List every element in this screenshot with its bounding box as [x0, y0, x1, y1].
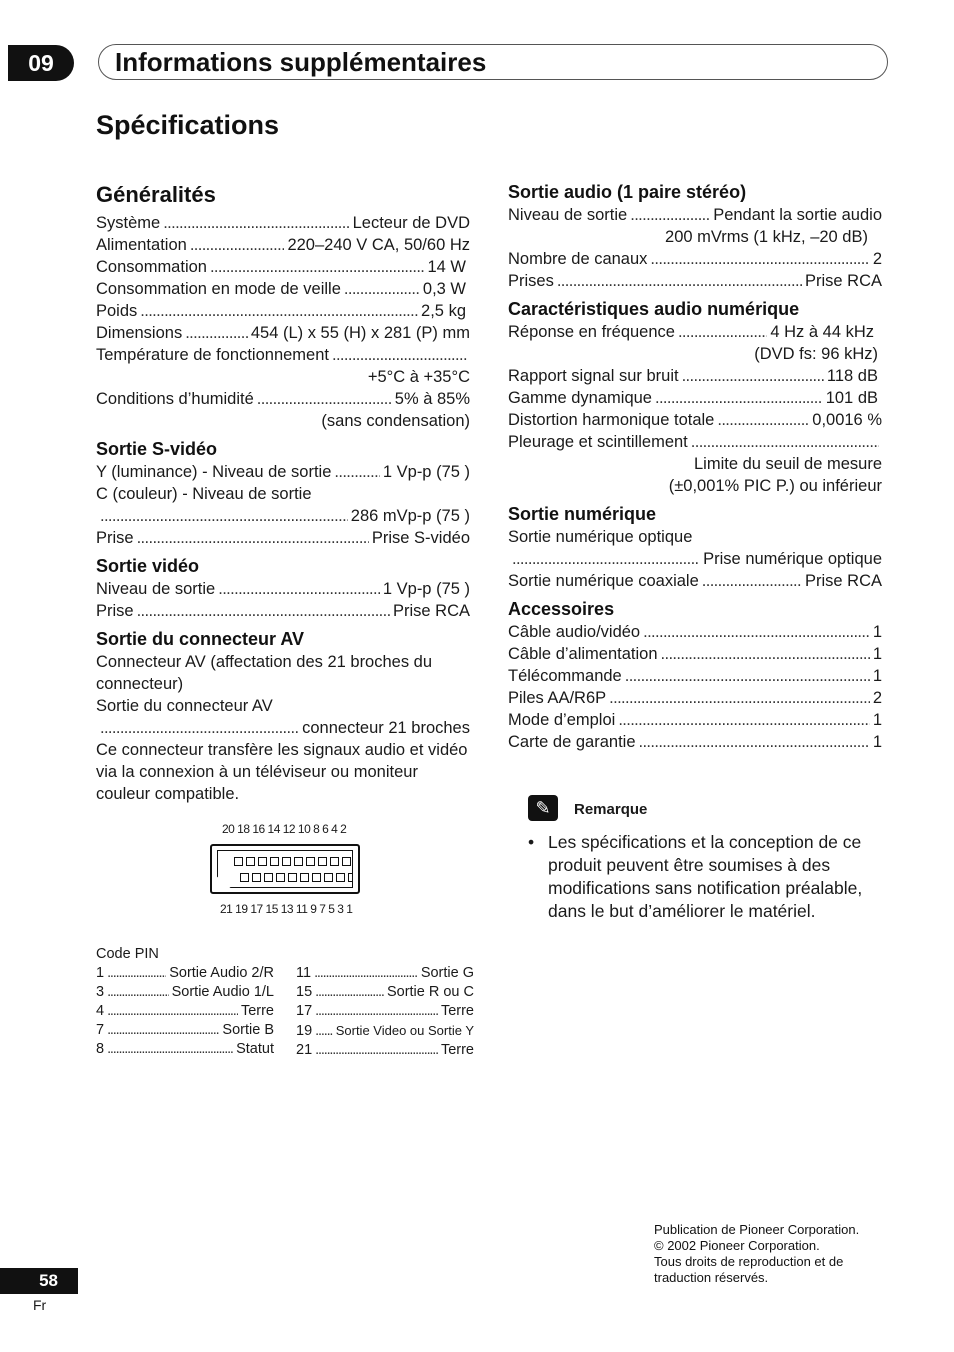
- chapter-title: Informations supplémentaires: [115, 47, 487, 77]
- pin-row: 3 . . . Sortie Audio 1/L: [96, 983, 274, 1002]
- publisher-footer: [654, 1222, 859, 1286]
- pin-row: 21 . . . Terre: [296, 1041, 474, 1060]
- right-column: [508, 182, 882, 753]
- note-body: Les spécifications et la conception de ce produit peuvent être soumises à des modifications sans notification préalable, dans le but d’améliorer le matériel.: [548, 832, 863, 921]
- spec-row: Télécommande . . . 1: [508, 665, 882, 687]
- spec-row: Sortie numérique coaxiale . . . Prise RCA: [508, 570, 882, 592]
- pin-row: 19 . . . Sortie Video ou Sortie Y: [296, 1021, 474, 1041]
- spec-row: Rapport signal sur bruit . . . 118 dB: [508, 365, 882, 387]
- pin-row: 4 . . . Terre: [96, 1002, 274, 1021]
- spec-row: . . . connecteur 21 broches: [96, 717, 470, 739]
- chapter-header: [98, 44, 888, 80]
- left-column: [96, 182, 470, 805]
- pin-code-label: Code PIN: [96, 946, 159, 962]
- spec-row: Piles AA/R6P . . . 2: [508, 687, 882, 709]
- scart-pin-numbers-bottom: 21 19 17 15 13 11 9 7 5 3 1: [220, 902, 353, 916]
- freq-detail: (DVD fs: 96 kHz): [754, 345, 878, 363]
- audio-heading: Sortie audio (1 paire stéréo): [508, 182, 747, 202]
- digital-out-heading: Sortie numérique: [508, 504, 657, 524]
- av-output-label: Sortie du connecteur AV: [96, 697, 273, 715]
- scart-pins-even: [234, 857, 353, 866]
- temperature-value: +5°C à +35°C: [367, 368, 470, 386]
- spec-row: Câble d’alimentation . . . 1: [508, 643, 882, 665]
- scart-pins-odd: [240, 873, 371, 882]
- audio-level-detail: 200 mVrms (1 kHz, –20 dB): [665, 228, 868, 246]
- spec-row: Nombre de canaux . . . 2: [508, 248, 882, 270]
- pencil-icon: ✎: [528, 795, 558, 821]
- footer-line: traduction réservés.: [654, 1270, 769, 1285]
- spec-row: Poids . . . 2,5 kg: [96, 300, 470, 322]
- note-label: Remarque: [574, 801, 648, 818]
- av-heading: Sortie du connecteur AV: [96, 629, 305, 649]
- spec-row: Mode d’emploi . . . 1: [508, 709, 882, 731]
- footer-line: Publication de Pioneer Corporation.: [654, 1222, 860, 1237]
- wow-detail-1: Limite du seuil de mesure: [693, 455, 882, 473]
- scart-connector-diagram: [210, 822, 360, 922]
- pin-row: 15 . . . Sortie R ou C: [296, 983, 474, 1002]
- spec-row: Prise . . . Prise RCA: [96, 600, 470, 622]
- svideo-c-label: C (couleur) - Niveau de sortie: [96, 485, 312, 503]
- video-heading: Sortie vidéo: [96, 556, 200, 576]
- svideo-heading: Sortie S-vidéo: [96, 439, 218, 459]
- general-heading: Généralités: [96, 182, 216, 207]
- bullet-icon: •: [528, 832, 535, 852]
- page-number: 58: [0, 1268, 78, 1294]
- spec-row: Système . . . Lecteur de DVD: [96, 212, 470, 234]
- spec-row: Distortion harmonique totale . . . 0,0016 %: [508, 409, 882, 431]
- pin-code-table: [96, 945, 474, 1060]
- av-connector-text: Connecteur AV (affectation des 21 broches du connecteur): [96, 653, 433, 693]
- spec-row: . . . 286 mVp-p (75 ): [96, 505, 470, 527]
- footer-line: Tous droits de reproduction et de: [654, 1254, 844, 1269]
- av-description: Ce connecteur transfère les signaux audio et vidéo via la connexion à un téléviseur ou moniteur couleur compatible.: [96, 741, 468, 803]
- scart-plug-outline: [210, 844, 360, 894]
- spec-row: Réponse en fréquence . . . 4 Hz à 44 kHz: [508, 321, 882, 343]
- general-specs: [96, 212, 470, 432]
- pin-row: 8 . . . Statut: [96, 1040, 274, 1059]
- spec-row: Niveau de sortie . . . Pendant la sortie audio: [508, 204, 882, 226]
- spec-row: . . . Prise numérique optique: [508, 548, 882, 570]
- scart-socket: [217, 850, 353, 888]
- spec-row: Y (luminance) - Niveau de sortie . . . 1 Vp-p (75 ): [96, 461, 470, 483]
- spec-row: Température de fonctionnement . . .: [96, 344, 470, 366]
- page-title: Spécifications: [96, 110, 280, 140]
- note-text: [528, 831, 890, 923]
- spec-row: Pleurage et scintillement . . .: [508, 431, 882, 453]
- spec-row: Gamme dynamique . . . 101 dB: [508, 387, 882, 409]
- digital-audio-heading: Caractéristiques audio numérique: [508, 299, 800, 319]
- spec-row: Prise . . . Prise S-vidéo: [96, 527, 470, 549]
- spec-row: Câble audio/vidéo . . . 1: [508, 621, 882, 643]
- accessories-heading: Accessoires: [508, 599, 615, 619]
- pin-row: 7 . . . Sortie B: [96, 1021, 274, 1040]
- footer-line: © 2002 Pioneer Corporation.: [654, 1238, 820, 1253]
- spec-row: Niveau de sortie . . . 1 Vp-p (75 ): [96, 578, 470, 600]
- humidity-note: (sans condensation): [321, 412, 470, 430]
- spec-row: Prises . . . Prise RCA: [508, 270, 882, 292]
- spec-row: Consommation en mode de veille . . . 0,3 W: [96, 278, 470, 300]
- spec-row: Carte de garantie . . . 1: [508, 731, 882, 753]
- pin-row: 1 . . . Sortie Audio 2/R: [96, 964, 274, 983]
- pin-code-left: [96, 964, 274, 1060]
- spec-row: Consommation . . . 14 W: [96, 256, 470, 278]
- chapter-number: 09: [8, 45, 74, 81]
- wow-detail-2: (±0,001% PIC P.) ou inférieur: [668, 477, 882, 495]
- spec-row: Conditions d’humidité . . . 5% à 85%: [96, 388, 470, 410]
- pin-code-right: [296, 964, 474, 1060]
- spec-row: Dimensions . . . 454 (L) x 55 (H) x 281 (P) mm: [96, 322, 470, 344]
- optical-label: Sortie numérique optique: [508, 528, 693, 546]
- spec-row: Alimentation . . . 220–240 V CA, 50/60 Hz: [96, 234, 470, 256]
- pin-row: 11 . . . Sortie G: [296, 964, 474, 983]
- scart-pin-numbers-top: 20 18 16 14 12 10 8 6 4 2: [222, 822, 347, 836]
- pin-row: 17 . . . Terre: [296, 1002, 474, 1021]
- language-code: Fr: [33, 1297, 47, 1313]
